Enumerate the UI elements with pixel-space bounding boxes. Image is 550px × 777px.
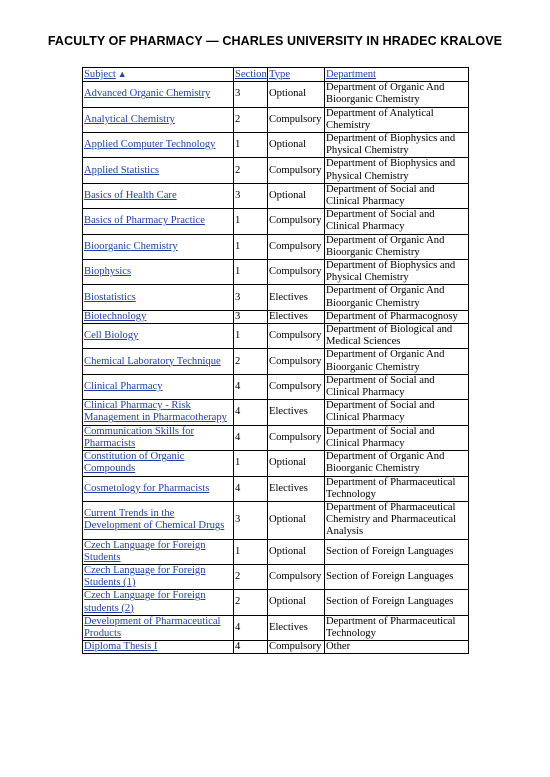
- table-row: [83, 590, 469, 615]
- department-cell: Department of Pharmaceutical Chemistry and Pharmaceutical Analysis: [325, 501, 469, 539]
- department-cell: Department of Organic And Bioorganic Chemistry: [325, 451, 469, 476]
- header-section-label[interactable]: Section: [235, 68, 267, 80]
- department-cell: Department of Social and Clinical Pharmacy: [325, 400, 469, 425]
- type-cell: Optional: [268, 590, 325, 615]
- department-cell: Other: [325, 641, 469, 654]
- department-cell: Department of Social and Clinical Pharmacy: [325, 374, 469, 399]
- table-body: [83, 82, 469, 654]
- section-cell: 3: [234, 501, 268, 539]
- section-cell: 4: [234, 476, 268, 501]
- section-cell: 4: [234, 400, 268, 425]
- table-row: [83, 564, 469, 589]
- section-cell: 2: [234, 158, 268, 183]
- section-cell: 2: [234, 590, 268, 615]
- section-cell: 3: [234, 285, 268, 310]
- header-type-label[interactable]: Type: [269, 68, 291, 80]
- section-cell: 1: [234, 324, 268, 349]
- type-cell: Optional: [268, 539, 325, 564]
- table-row: [83, 107, 469, 132]
- subject-link[interactable]: Basics of Pharmacy Practice: [83, 209, 234, 234]
- header-type[interactable]: [268, 68, 325, 82]
- section-cell: 1: [234, 451, 268, 476]
- type-cell: Electives: [268, 400, 325, 425]
- department-cell: Department of Social and Clinical Pharmacy: [325, 425, 469, 450]
- section-cell: 4: [234, 615, 268, 640]
- subject-link[interactable]: Biostatistics: [83, 285, 234, 310]
- type-cell: Compulsory: [268, 107, 325, 132]
- department-cell: Department of Pharmaceutical Technology: [325, 476, 469, 501]
- section-cell: 2: [234, 349, 268, 374]
- section-cell: 2: [234, 107, 268, 132]
- type-cell: Optional: [268, 501, 325, 539]
- sort-ascending-icon[interactable]: ▲: [117, 69, 127, 79]
- table-row: [83, 82, 469, 107]
- subject-link[interactable]: Czech Language for Foreign students (2): [83, 590, 234, 615]
- header-subject[interactable]: [83, 68, 234, 82]
- type-cell: Compulsory: [268, 374, 325, 399]
- subject-link[interactable]: Biophysics: [83, 260, 234, 285]
- department-cell: Section of Foreign Languages: [325, 539, 469, 564]
- subject-link[interactable]: Development of Pharmaceutical Products: [83, 615, 234, 640]
- table-row: [83, 615, 469, 640]
- type-cell: Compulsory: [268, 324, 325, 349]
- subject-link[interactable]: Bioorganic Chemistry: [83, 234, 234, 259]
- section-cell: 4: [234, 641, 268, 654]
- type-cell: Compulsory: [268, 564, 325, 589]
- type-cell: Compulsory: [268, 425, 325, 450]
- table-row: [83, 310, 469, 323]
- type-cell: Optional: [268, 82, 325, 107]
- table-row: [83, 501, 469, 539]
- section-cell: 1: [234, 209, 268, 234]
- subject-link[interactable]: Applied Statistics: [83, 158, 234, 183]
- department-cell: Department of Biophysics and Physical Chemistry: [325, 260, 469, 285]
- header-subject-label[interactable]: Subject: [84, 69, 116, 80]
- section-cell: 4: [234, 425, 268, 450]
- type-cell: Compulsory: [268, 209, 325, 234]
- section-cell: 1: [234, 133, 268, 158]
- department-cell: Department of Social and Clinical Pharmacy: [325, 183, 469, 208]
- section-cell: 1: [234, 539, 268, 564]
- table-row: [83, 158, 469, 183]
- subject-link[interactable]: Analytical Chemistry: [83, 107, 234, 132]
- table-row: [83, 209, 469, 234]
- subject-link[interactable]: Current Trends in the Development of Chemical Drugs: [83, 501, 234, 539]
- table-row: [83, 349, 469, 374]
- section-cell: 3: [234, 183, 268, 208]
- subject-link[interactable]: Diploma Thesis I: [83, 641, 234, 654]
- section-cell: 1: [234, 234, 268, 259]
- subject-link[interactable]: Basics of Health Care: [83, 183, 234, 208]
- header-department[interactable]: [325, 68, 469, 82]
- type-cell: Optional: [268, 133, 325, 158]
- type-cell: Compulsory: [268, 260, 325, 285]
- table-row: [83, 374, 469, 399]
- section-cell: 4: [234, 374, 268, 399]
- type-cell: Compulsory: [268, 349, 325, 374]
- type-cell: Electives: [268, 285, 325, 310]
- department-cell: Department of Organic And Bioorganic Chemistry: [325, 285, 469, 310]
- subject-link[interactable]: Chemical Laboratory Technique: [83, 349, 234, 374]
- type-cell: Electives: [268, 615, 325, 640]
- table-row: [83, 641, 469, 654]
- department-cell: Department of Organic And Bioorganic Chemistry: [325, 82, 469, 107]
- department-cell: Department of Biophysics and Physical Chemistry: [325, 133, 469, 158]
- department-cell: Department of Analytical Chemistry: [325, 107, 469, 132]
- subject-link[interactable]: Clinical Pharmacy: [83, 374, 234, 399]
- table-row: [83, 451, 469, 476]
- subject-link[interactable]: Advanced Organic Chemistry: [83, 82, 234, 107]
- subject-link[interactable]: Czech Language for Foreign Students (1): [83, 564, 234, 589]
- table-row: [83, 425, 469, 450]
- table-row: [83, 324, 469, 349]
- department-cell: Department of Pharmaceutical Technology: [325, 615, 469, 640]
- courses-table: [82, 67, 469, 654]
- section-cell: 2: [234, 564, 268, 589]
- type-cell: Optional: [268, 451, 325, 476]
- section-cell: 3: [234, 82, 268, 107]
- department-cell: Department of Social and Clinical Pharmacy: [325, 209, 469, 234]
- subject-link[interactable]: Cell Biology: [83, 324, 234, 349]
- department-cell: Department of Organic And Bioorganic Chemistry: [325, 234, 469, 259]
- department-cell: Department of Organic And Bioorganic Chemistry: [325, 349, 469, 374]
- table-row: [83, 285, 469, 310]
- table-row: [83, 234, 469, 259]
- type-cell: Compulsory: [268, 234, 325, 259]
- section-cell: 1: [234, 260, 268, 285]
- subject-link[interactable]: Cosmetology for Pharmacists: [83, 476, 234, 501]
- subject-link[interactable]: Czech Language for Foreign Students: [83, 539, 234, 564]
- table-row: [83, 476, 469, 501]
- table-row: [83, 400, 469, 425]
- department-cell: Department of Biological and Medical Sciences: [325, 324, 469, 349]
- department-cell: Department of Pharmacognosy: [325, 310, 469, 323]
- header-row: [83, 68, 469, 82]
- department-cell: Section of Foreign Languages: [325, 590, 469, 615]
- subject-link[interactable]: Applied Computer Technology: [83, 133, 234, 158]
- section-cell: 3: [234, 310, 268, 323]
- subject-link[interactable]: Clinical Pharmacy - Risk Management in Pharmacotherapy: [83, 400, 234, 425]
- subject-link[interactable]: Biotechnology: [83, 310, 234, 323]
- type-cell: Electives: [268, 310, 325, 323]
- table-row: [83, 539, 469, 564]
- header-department-label[interactable]: Department: [326, 68, 377, 80]
- table-header: [83, 68, 469, 82]
- header-section[interactable]: [234, 68, 268, 82]
- department-cell: Department of Biophysics and Physical Chemistry: [325, 158, 469, 183]
- subject-link[interactable]: Constitution of Organic Compounds: [83, 451, 234, 476]
- department-cell: Section of Foreign Languages: [325, 564, 469, 589]
- type-cell: Electives: [268, 476, 325, 501]
- page-title: FACULTY OF PHARMACY — CHARLES UNIVERSITY IN HRADEC KRALOVE: [47, 34, 503, 48]
- table-row: [83, 183, 469, 208]
- table-row: [83, 260, 469, 285]
- table-row: [83, 133, 469, 158]
- subject-link[interactable]: Communication Skills for Pharmacists: [83, 425, 234, 450]
- type-cell: Optional: [268, 183, 325, 208]
- type-cell: Compulsory: [268, 641, 325, 654]
- type-cell: Compulsory: [268, 158, 325, 183]
